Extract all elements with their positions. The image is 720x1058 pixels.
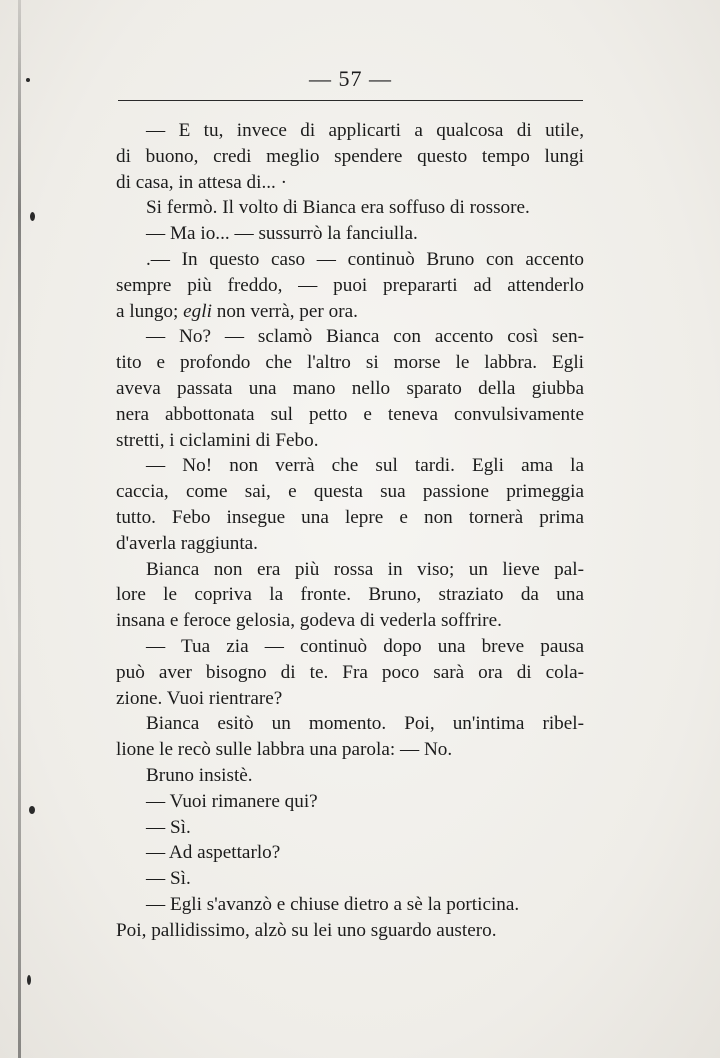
text-line: — Tua zia — continuò dopo una breve pausa (146, 635, 584, 657)
text-line: di buono, credi meglio spendere questo tempo lungi (116, 145, 584, 167)
text-line: aveva passata una mano nello sparato della giubba (116, 377, 584, 399)
text-line: nera abbottonata sul petto e teneva convulsivamente (116, 403, 584, 425)
ink-speck (27, 975, 31, 985)
text-line: insana e feroce gelosia, godeva di vederla soffrire. (116, 610, 502, 632)
text-line: sempre più freddo, — puoi prepararti ad attenderlo (116, 274, 584, 296)
text-line: lione le recò sulle labbra una parola: — No. (116, 739, 453, 761)
text-line: — Ad aspettarlo? (146, 842, 281, 864)
text-line: può aver bisogno di te. Fra poco sarà ora di cola- (116, 661, 584, 683)
text-line: zione. Vuoi rientrare? (116, 687, 283, 709)
text-line (116, 299, 584, 325)
text-line: d'averla raggiunta. (116, 532, 258, 554)
text-line: — Ma io... — sussurrò la fanciulla. (146, 223, 418, 245)
text-line: — E tu, invece di applicarti a qualcosa di utile, (146, 120, 584, 141)
text-segment: non verrà, per ora. (211, 300, 358, 322)
text-line: — Sì. (146, 816, 191, 838)
page-number: — 57 — (309, 66, 392, 91)
text-line: caccia, come sai, e questa sua passione primeggia (116, 481, 584, 503)
text-line: stretti, i ciclamini di Febo. (116, 429, 319, 451)
text-line: tito e profondo che l'altro si morse le labbra. Egli (116, 352, 584, 374)
italic-word: egli (183, 300, 212, 322)
text-line: Bianca esitò un momento. Poi, un'intima ribel- (146, 713, 584, 735)
ink-speck (30, 212, 35, 221)
text-line: Bruno insistè. (146, 764, 253, 786)
text-line: — No! non verrà che sul tardi. Egli ama la (146, 455, 584, 477)
text-line: di casa, in attesa di... · (116, 171, 288, 193)
text-line: — Sì. (146, 868, 191, 890)
text-line: .— In questo caso — continuò Bruno con accento (146, 248, 584, 270)
text-line: Poi, pallidissimo, alzò su lei uno sguardo austero. (116, 919, 497, 941)
text-line: — Egli s'avanzò e chiuse dietro a sè la porticina. (146, 893, 520, 915)
page-body-text (116, 118, 584, 944)
text-line: — Vuoi rimanere qui? (146, 790, 318, 812)
text-segment: a lungo; (116, 300, 184, 322)
page-binding-edge (18, 0, 21, 1058)
text-line: tutto. Febo insegue una lepre e non tornerà prima (116, 506, 584, 528)
text-line: Bianca non era più rossa in viso; un lieve pal- (146, 558, 584, 580)
header-rule (118, 100, 583, 101)
ink-speck (29, 806, 35, 814)
text-line: — No? — sclamò Bianca con accento così sen- (146, 326, 584, 348)
text-line: Si fermò. Il volto di Bianca era soffuso di rossore. (146, 197, 530, 219)
text-line: lore le copriva la fronte. Bruno, straziato da una (116, 584, 584, 606)
ink-speck (26, 78, 30, 82)
